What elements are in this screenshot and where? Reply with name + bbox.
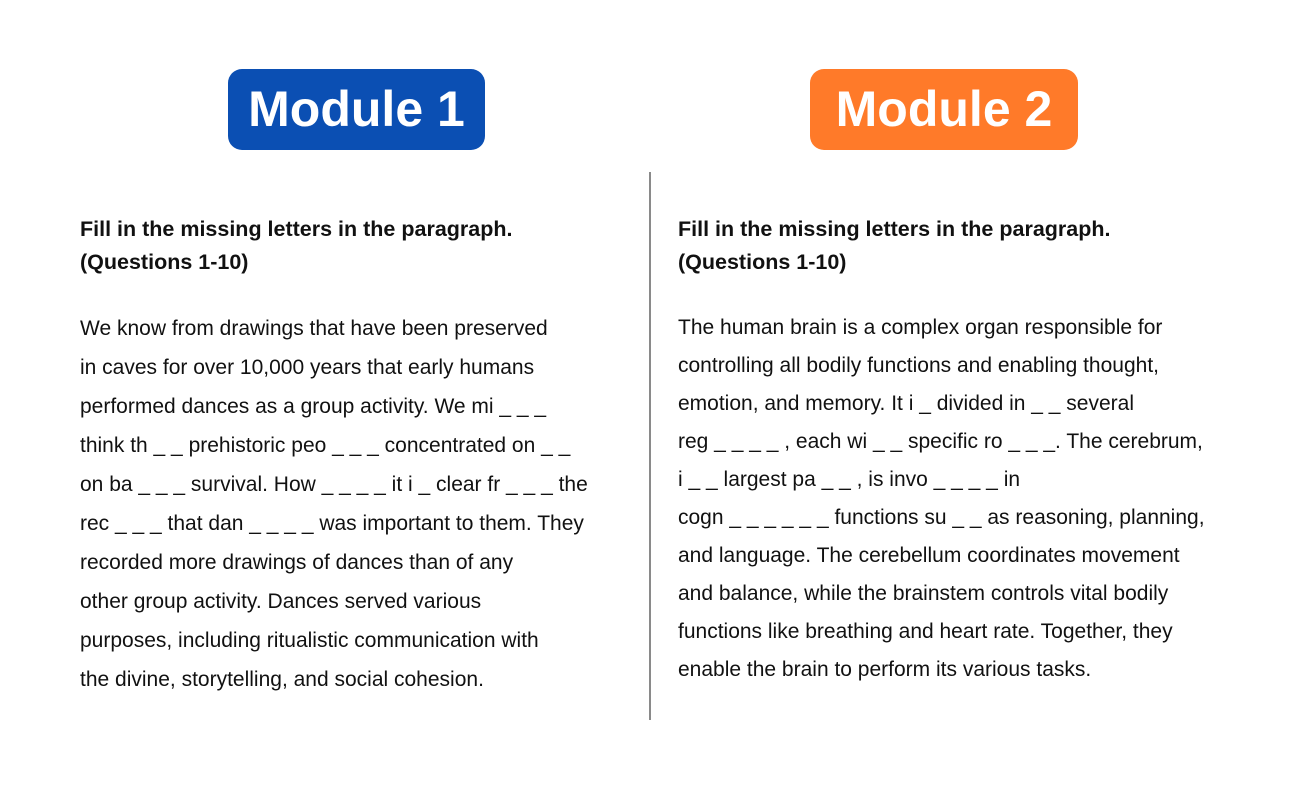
module-1-badge: Module 1 xyxy=(228,69,485,150)
passage-line: rec _ _ _ that dan _ _ _ _ was important to them. They xyxy=(80,512,584,535)
passage-line: on ba _ _ _ survival. How _ _ _ _ it i _ clear fr _ _ _ the xyxy=(80,473,588,496)
passage-line: recorded more drawings of dances than of any xyxy=(80,551,514,574)
instruction-line: Fill in the missing letters in the paragraph. xyxy=(678,217,1111,241)
passage-line: cogn _ _ _ _ _ _ functions su _ _ as reasoning, planning, xyxy=(678,506,1205,529)
questions-range: (Questions 1-10) xyxy=(678,250,847,274)
column-divider xyxy=(649,172,651,720)
questions-range: (Questions 1-10) xyxy=(80,250,249,274)
passage-line: enable the brain to perform its various tasks. xyxy=(678,658,1092,681)
passage-line: and language. The cerebellum coordinates movement xyxy=(678,544,1180,567)
passage-line: The human brain is a complex organ responsible for xyxy=(678,316,1163,339)
module-2-badge: Module 2 xyxy=(810,69,1078,150)
instruction-line: Fill in the missing letters in the paragraph. xyxy=(80,217,513,241)
passage-line: other group activity. Dances served various xyxy=(80,590,482,613)
passage-line: performed dances as a group activity. We mi _ _ _ xyxy=(80,395,547,418)
passage-line: in caves for over 10,000 years that early humans xyxy=(80,356,535,379)
passage-line: and balance, while the brainstem controls vital bodily xyxy=(678,582,1169,605)
passage-line: reg _ _ _ _ , each wi _ _ specific ro _ _ _. The cerebrum, xyxy=(678,430,1203,453)
passage-line: emotion, and memory. It i _ divided in _ _ several xyxy=(678,392,1135,415)
module-1-instruction xyxy=(80,213,635,279)
passage-line: purposes, including ritualistic communication with xyxy=(80,629,539,652)
passage-line: We know from drawings that have been preserved xyxy=(80,317,548,340)
passage-line: i _ _ largest pa _ _ , is invo _ _ _ _ in xyxy=(678,468,1021,491)
passage-line: think th _ _ prehistoric peo _ _ _ concentrated on _ _ xyxy=(80,434,571,457)
passage-line: the divine, storytelling, and social cohesion. xyxy=(80,668,484,691)
module-2-passage xyxy=(678,309,1258,689)
module-2-column xyxy=(678,213,1258,689)
module-2-instruction xyxy=(678,213,1258,279)
module-1-column xyxy=(80,213,635,699)
module-1-passage xyxy=(80,309,635,699)
passage-line: functions like breathing and heart rate. Together, they xyxy=(678,620,1173,643)
passage-line: controlling all bodily functions and enabling thought, xyxy=(678,354,1160,377)
